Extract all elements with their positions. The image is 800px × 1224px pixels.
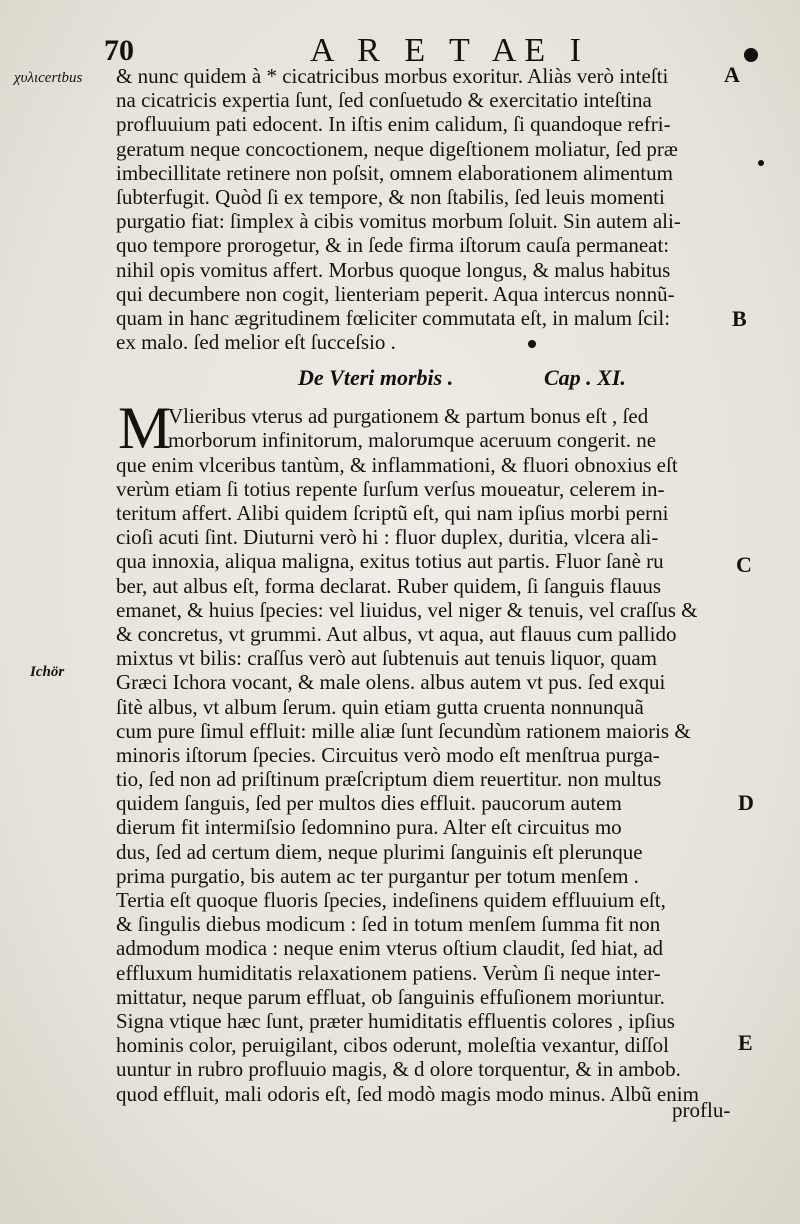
- text-line: quod effluit, mali odoris eſt, ſed modò magis modo minus. Albũ enim: [116, 1081, 699, 1106]
- text-line: teritum affert. Alibi quidem ſcriptũ eſt, qui nam ipſius morbi perni: [116, 501, 669, 525]
- text-line: Græci Ichora vocant, & male olens. albus autem vt pus. ſed exqui: [116, 670, 666, 695]
- text-line: & nunc quidem à * cicatricibus morbus exoritur. Aliàs verò inteſti: [116, 64, 669, 88]
- text-line: cum pure ſimul effluit: mille aliæ ſunt ſecundùm rationem maioris &: [116, 718, 691, 743]
- margin-letter-d: D: [738, 790, 754, 815]
- text-line: mittatur, neque parum effluat, ob ſanguinis effuſionem moriuntur.: [116, 984, 665, 1009]
- text-line: uuntur in rubro profluuio magis, & d olore torquentur, & in ambob.: [116, 1057, 681, 1082]
- text-line: ber, aut albus eſt, forma declarat. Ruber quidem, ſi ſanguis flauus: [116, 573, 661, 598]
- text-line: dierum fit intermiſsio ſedomnino pura. Alter eſt circuitus mo: [116, 815, 622, 840]
- chapter-number: Cap . XI.: [544, 365, 626, 391]
- text-line: ex malo. ſed melior eſt ſucceſsio .: [116, 330, 396, 355]
- text-line: Vlieribus vterus ad purgationem & partum bonus eſt , ſed: [168, 404, 649, 429]
- text-line: mixtus vt bilis: craſſus verò aut ſubtenuis aut tenuis liquor, quam: [116, 646, 658, 671]
- text-line: admodum modica : neque enim vterus oſtium claudit, ſed hiat, ad: [116, 936, 664, 961]
- margin-letter-a: A: [724, 62, 740, 87]
- page-header: [0, 22, 800, 70]
- ink-blot: [758, 160, 764, 166]
- text-line: & ſingulis diebus modicum : ſed in totum menſem ſumma fit non: [116, 912, 661, 937]
- text-line: Signa vtique hæc ſunt, præter humiditatis effluentis colores , ipſius: [116, 1008, 675, 1033]
- chapter-heading: [116, 354, 736, 404]
- main-text: [116, 64, 736, 1106]
- text-line: ſubterfugit. Quòd ſi ex tempore, & non ſtabilis, ſed leuis momenti: [116, 184, 665, 209]
- text-line: minoris iſtorum ſpecies. Circuitus verò modo eſt menſtrua purga-: [116, 742, 660, 767]
- text-line: hominis color, peruigilant, cibos oderunt, moleſtia vexantur, diſſol: [116, 1033, 669, 1058]
- page-number: 70: [104, 34, 134, 67]
- text-line: tio, ſed non ad priſtinum præſcriptum diem reuertitur. non multus: [116, 767, 662, 792]
- text-line: emanet, & huius ſpecies: vel liuidus, vel niger & tenuis, vel craſſus &: [116, 597, 698, 622]
- margin-note-ichor: Ichör: [30, 664, 65, 680]
- text-line: quam in hanc ægritudinem fœliciter commutata eſt, in malum ſcil:: [116, 305, 671, 330]
- text-line: dus, ſed ad certum diem, neque plurimi ſanguinis eſt plerunque: [116, 839, 643, 864]
- text-line: cioſi acuti ſint. Diuturni verò hi : fluor duplex, duritia, vlcera ali-: [116, 525, 659, 550]
- text-line: imbecillitate retinere non poſsit, omnem elaborationem alimentum: [116, 160, 673, 185]
- text-line: verùm etiam ſi totius repente ſurſum verſus moueatur, celerem in-: [116, 476, 665, 501]
- text-line: quo tempore prorogetur, & in ſede firma iſtorum cauſa permaneat:: [116, 233, 670, 258]
- running-head: A R E T AE I: [310, 32, 589, 69]
- text-line: quidem ſanguis, ſed per multos dies effluit. paucorum autem: [116, 791, 622, 816]
- chapter-title: De Vteri morbis .: [298, 365, 454, 391]
- catchword: proflu-: [672, 1098, 731, 1122]
- margin-letter-c: C: [736, 552, 752, 577]
- text-line: purgatio fiat: ſimplex à cibis vomitus morbum ſoluit. Sin autem ali-: [116, 209, 681, 234]
- margin-note-top: χυλιcertbus: [14, 70, 83, 86]
- text-line: morborum infinitorum, malorumque aceruum congerit. ne: [168, 428, 657, 453]
- margin-letter-b: B: [732, 306, 747, 331]
- text-line: & concretus, vt grummi. Aut albus, vt aqua, aut flauus cum pallido: [116, 621, 677, 646]
- text-line: qua innoxia, aliqua maligna, exitus totius aut partis. Fluor ſanè ru: [116, 549, 664, 574]
- text-line: profluuium pati edocent. In iſtis enim calidum, ſi quandoque refri-: [116, 112, 671, 137]
- text-line: ſitè albus, vt album ſerum. quin etiam gutta cruenta nonnunquã: [116, 694, 644, 719]
- section-uterus-diseases: [116, 404, 736, 1105]
- section-previous-chapter: [116, 64, 736, 354]
- margin-letter-e: E: [738, 1030, 753, 1055]
- text-line: effluxum humiditatis relaxationem patiens. Verùm ſi neque inter-: [116, 960, 661, 985]
- text-line: qui decumbere non cogit, lienteriam peperit. Aqua intercus nonnũ-: [116, 281, 675, 306]
- text-line: na cicatricis expertia ſunt, ſed conſuetudo & exercitatio inteſtina: [116, 88, 652, 113]
- text-line: que enim vlceribus tantùm, & inflammationi, & fluori obnoxius eſt: [116, 452, 678, 477]
- text-line: prima purgatio, bis autem ac ter purgantur per totum menſem .: [116, 863, 639, 888]
- drop-capital: M: [118, 395, 172, 461]
- text-line: geratum neque concoctionem, neque digeſtionem moliatur, ſed præ: [116, 136, 678, 161]
- text-line: nihil opis vomitus affert. Morbus quoque longus, & malus habitus: [116, 257, 671, 282]
- text-line: Tertia eſt quoque fluoris ſpecies, indeſinens quidem effluuium eſt,: [116, 888, 666, 912]
- ink-blot: [744, 48, 758, 62]
